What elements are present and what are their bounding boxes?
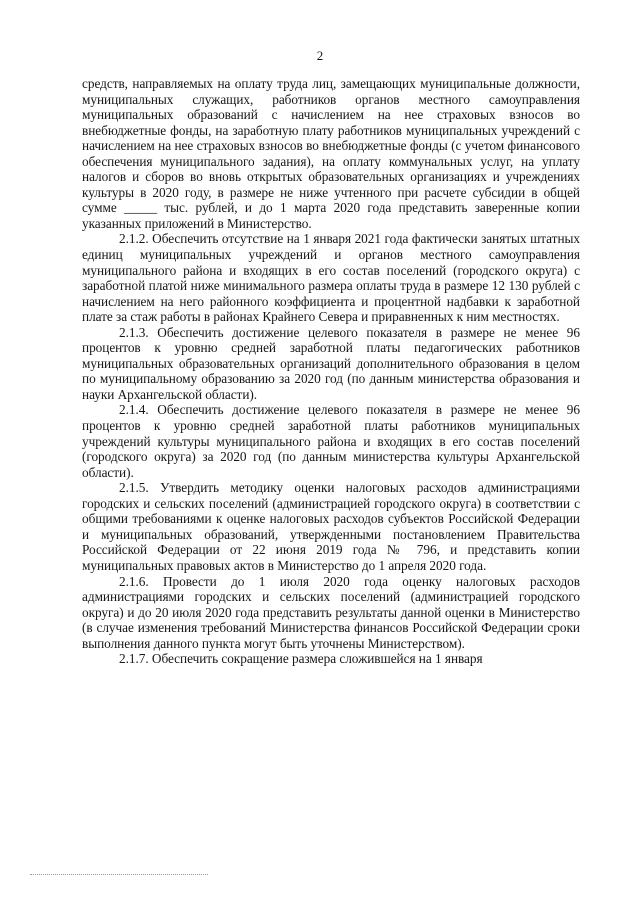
- paragraph-2-1-4: 2.1.4. Обеспечить достижение целевого показателя в размере не менее 96 процентов к уровню средней заработной платы работников муниципальных учреждений культуры муниципального района и входящих в его состав поселений (городского округа) за 2020 год (по данным министерства культуры Архангельской области).: [82, 402, 580, 480]
- paragraph-2-1-5: 2.1.5. Утвердить методику оценки налоговых расходов администрациями городских и сельских поселений (администрацией городского округа) в соответствии с общими требованиями к оценке налоговых расходов субъектов Российской Федерации и муниципальных образований, утвержденными постановлением Правительства Российской Федерации от 22 июня 2019 года № 796, и представить копии муниципальных правовых актов в Министерство до 1 апреля 2020 года.: [82, 480, 580, 573]
- page-number: 2: [316, 48, 324, 63]
- paragraph-continuation: средств, направляемых на оплату труда лиц, замещающих муниципальные должности, муниципальных служащих, работников органов местного самоуправления муниципальных образований с начислением на нее страховых взносов во внебюджетные фонды, на заработную плату работников муниципальных учреждений с начислением на нее страховых взносов во внебюджетные фонды (с учетом финансового обеспечения муниципального задания), на оплату коммунальных услуг, на уплату налогов и сборов во вновь открытых образовательных организациях и учреждениях культуры в 2020 году, в размере не ниже учтенного при расчете субсидии в общей сумме _____ тыс. рублей, и до 1 марта 2020 года представить заверенные копии указанных приложений в Министерство.: [82, 76, 580, 231]
- paragraph-2-1-3: 2.1.3. Обеспечить достижение целевого показателя в размере не менее 96 процентов к уровню средней заработной платы педагогических работников муниципальных образовательных организаций дополнительного образования в целом по муниципальному образованию за 2020 год (по данным министерства образования и науки Архангельской области).: [82, 324, 580, 402]
- document-body: [82, 76, 580, 667]
- paragraph-2-1-2: 2.1.2. Обеспечить отсутствие на 1 января 2021 года фактически занятых штатных единиц муниципальных учреждений и органов местного самоуправления муниципального района и входящих в его состав поселений (городского округа) с заработной платой ниже минимального размера оплаты труда в размере 12 130 рублей с начислением на него районного коэффициента и процентной надбавки к заработной плате за стаж работы в районах Крайнего Севера и приравненных к ним местностях.: [82, 231, 580, 325]
- paragraph-2-1-7: 2.1.7. Обеспечить сокращение размера сложившейся на 1 января: [119, 651, 483, 667]
- paragraph-2-1-6: 2.1.6. Провести до 1 июля 2020 года оценку налоговых расходов администрациями городских и сельских поселений (администрацией городского округа) и до 20 июля 2020 года представить результаты данной оценки в Министерство (в случае изменения требований Министерства финансов Российской Федерации сроки выполнения данного пункта могут быть уточнены Министерством).: [82, 573, 580, 651]
- scan-artifact-line: [30, 874, 208, 875]
